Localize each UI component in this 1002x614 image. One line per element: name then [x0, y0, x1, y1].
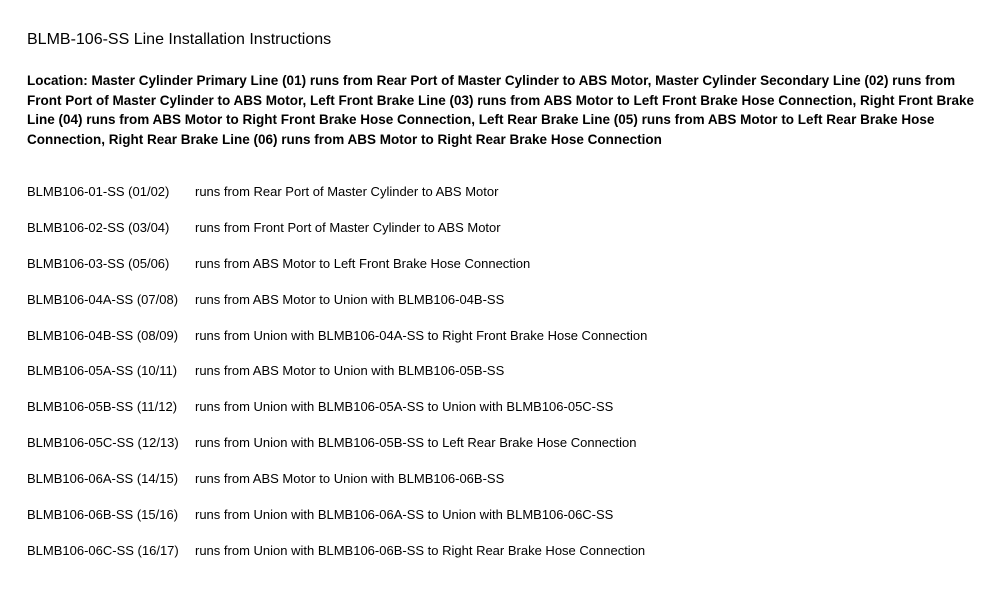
line-description: runs from Union with BLMB106-06A-SS to Union with BLMB106-06C-SS [195, 507, 614, 523]
line-part-number: BLMB106-04A-SS (07/08) [27, 291, 179, 307]
line-row [27, 184, 647, 220]
line-part-number: BLMB106-05A-SS (10/11) [27, 363, 178, 379]
line-row [27, 328, 647, 364]
line-row [27, 220, 647, 256]
line-row [27, 363, 647, 399]
document-title: BLMB-106-SS Line Installation Instructions [27, 31, 332, 48]
line-part-number: BLMB106-03-SS (05/06) [27, 255, 170, 271]
line-description: runs from Front Port of Master Cylinder to ABS Motor [195, 219, 501, 235]
line-description: runs from ABS Motor to Union with BLMB106-06B-SS [195, 471, 505, 487]
line-row [27, 543, 647, 579]
line-part-number: BLMB106-01-SS (01/02) [27, 184, 170, 199]
line-description: runs from ABS Motor to Union with BLMB106-04B-SS [195, 291, 505, 307]
line-row [27, 471, 647, 507]
line-description: runs from Union with BLMB106-05A-SS to Union with BLMB106-05C-SS [195, 399, 614, 415]
line-part-number: BLMB106-06B-SS (15/16) [27, 507, 179, 523]
line-row [27, 507, 647, 543]
line-part-number: BLMB106-05C-SS (12/13) [27, 435, 179, 451]
line-description: runs from ABS Motor to Union with BLMB106-05B-SS [195, 363, 505, 379]
line-row [27, 256, 647, 292]
line-description: runs from ABS Motor to Left Front Brake Hose Connection [195, 255, 531, 271]
line-part-number: BLMB106-05B-SS (11/12) [27, 399, 178, 415]
line-part-number: BLMB106-06C-SS (16/17) [27, 542, 179, 558]
brake-line-list [27, 184, 647, 579]
location-paragraph: Location: Master Cylinder Primary Line (01) runs from Rear Port of Master Cylinder to ABS Motor, Master Cylinder Secondary Line (02) runs from Front Port of Master Cylinder to ABS Motor, Left Front Brake Line (03) runs from ABS Motor to Left Front Brake Hose Connection, Right Front Brake Line (04) runs from ABS Motor to Right Front Brake Hose Connection, Left Rear Brake Line (05) runs from ABS Motor to Left Rear Brake Hose Connection, Right Rear Brake Line (06) runs from ABS Motor to Right Rear Brake Hose Connection [27, 73, 975, 147]
line-row [27, 292, 647, 328]
line-part-number: BLMB106-06A-SS (14/15) [27, 471, 179, 487]
line-part-number: BLMB106-02-SS (03/04) [27, 219, 170, 235]
line-description: runs from Rear Port of Master Cylinder to ABS Motor [195, 184, 499, 199]
line-description: runs from Union with BLMB106-04A-SS to Right Front Brake Hose Connection [195, 327, 648, 343]
line-row [27, 399, 647, 435]
line-description: runs from Union with BLMB106-06B-SS to Right Rear Brake Hose Connection [195, 542, 646, 558]
line-description: runs from Union with BLMB106-05B-SS to Left Rear Brake Hose Connection [195, 435, 637, 451]
line-row [27, 435, 647, 471]
line-part-number: BLMB106-04B-SS (08/09) [27, 327, 179, 343]
